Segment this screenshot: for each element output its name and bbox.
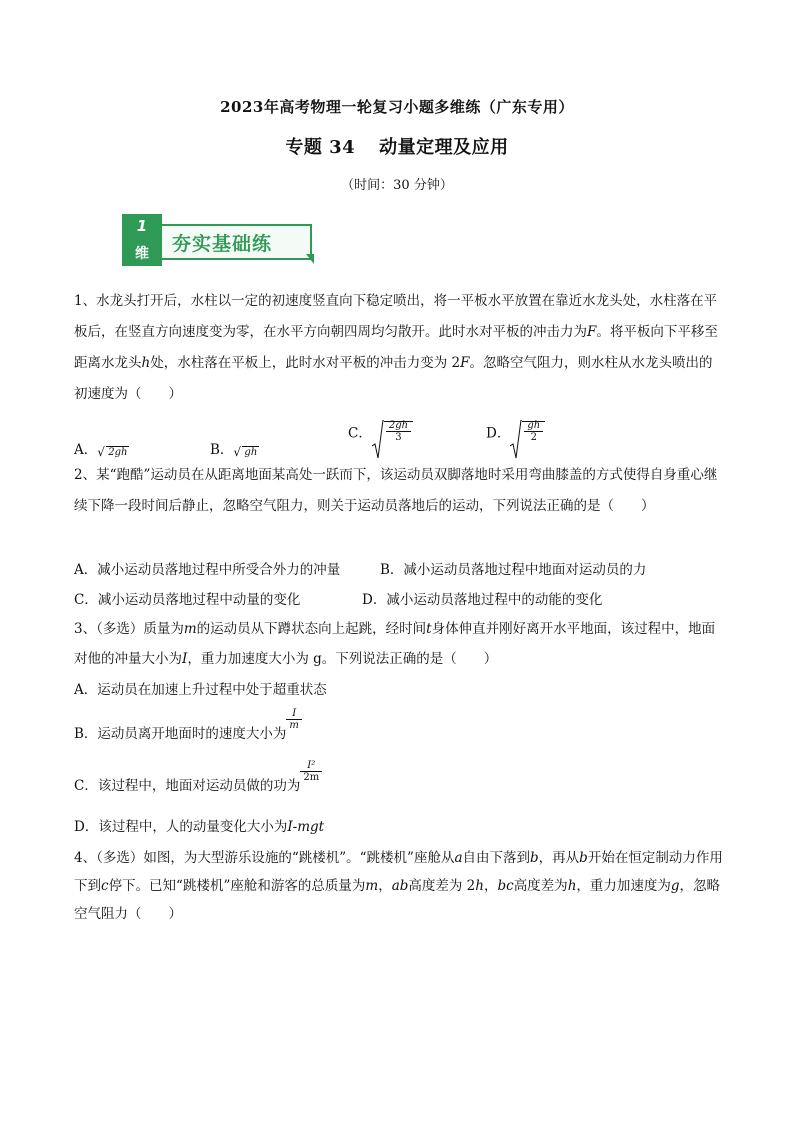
q4-m5: ， xyxy=(378,878,392,894)
question-2: 2、某“跑酷”运动员在从距离地面某高处一跃而下，该运动员双脚落地时采用弯曲膝盖的方式使得自身重心继续下降一段时间后静止，忽略空气阻力，则关于运动员落地后的运动，下列说法正确的是（ ） xyxy=(74,467,718,514)
q4-var-a: a xyxy=(454,850,463,866)
document-title: 2023年高考物理一轮复习小题多维练（广东专用） xyxy=(220,98,574,116)
q1-var-F2: F xyxy=(460,355,470,371)
q4-var-ab: ab xyxy=(391,878,409,894)
q3-option-c[interactable] xyxy=(74,760,322,794)
section-tag xyxy=(122,214,162,266)
sqrt-expression: √ gh xyxy=(233,444,258,459)
q3-var-m: m xyxy=(183,621,197,637)
sqrt-fraction-expression xyxy=(510,420,545,443)
q3-var-I: I xyxy=(182,651,188,667)
sqrt-fraction-expression xyxy=(372,420,413,443)
q4-var-b2: b xyxy=(579,850,588,866)
topic-code: 专题 34 xyxy=(285,137,356,158)
q1-option-d-label: D． xyxy=(486,425,511,442)
section-label-box xyxy=(162,224,312,260)
q1-option-c[interactable] xyxy=(348,420,413,443)
q3-mid3: ，重力加速度大小为 g。下列说法正确的是（ ） xyxy=(187,651,498,667)
q4-var-c: c xyxy=(101,878,109,894)
q1-option-a[interactable] xyxy=(74,438,129,459)
q4-var-m: m xyxy=(365,878,379,894)
fraction xyxy=(286,708,301,731)
q1-text: 1、水龙头打开后，水柱以一定的初速度竖直向下稳定喷出，将一平板水平放置在靠近水龙头处，水柱落在平板后，在竖直方向速度变为零，在水平方向朝四周均匀散开。此时水对平板的冲击力为 xyxy=(74,293,718,340)
fraction xyxy=(300,760,322,783)
q4-var-h2: h xyxy=(567,878,577,894)
q4-pre: 4、（多选）如图，为大型游乐设施的“跳楼机”。“跳楼机”座舱从 xyxy=(74,850,455,866)
q3-option-b-text: B．运动员离开地面时的速度大小为 xyxy=(74,725,287,742)
q1-option-a-radicand: 2gh xyxy=(108,446,128,458)
q1-var-F: F xyxy=(587,324,597,340)
question-1 xyxy=(74,286,724,410)
q3-mid2: 身体伸直并刚好离开水平地面，该过程中，地面对他的冲量大小为 xyxy=(74,621,716,667)
q2-option-c[interactable]: C．减小运动员落地过程中动量的变化 xyxy=(74,592,301,608)
q1-option-d-den: 2 xyxy=(530,432,537,443)
q1-option-b-label: B． xyxy=(210,442,234,458)
q1-option-c-num: 2gh xyxy=(386,420,411,432)
q3-mid1: 的运动员从下蹲状态向上起跳，经时间 xyxy=(196,621,427,637)
q3-option-d-expr: I-mgt xyxy=(287,819,325,835)
q3-pre: 3、（多选）质量为 xyxy=(74,621,184,637)
q3-option-c-den-wrap xyxy=(300,772,322,783)
q1-option-b[interactable] xyxy=(210,438,259,459)
q4-m10: ，忽略空气阻力（ ） xyxy=(74,878,721,922)
section-banner xyxy=(122,214,318,266)
q3-option-a[interactable]: A．运动员在加速上升过程中处于超重状态 xyxy=(74,682,327,698)
q1-option-a-label: A． xyxy=(74,442,98,458)
q4-var-bc: bc xyxy=(497,878,514,894)
question-3 xyxy=(74,614,724,674)
q1-text3: 处，水柱落在平板上，此时水对平板的冲击力变为 2 xyxy=(150,355,461,371)
q1-text2: 。将平板向下平移至距离水龙头 xyxy=(74,324,718,371)
q3-option-c-text: C．该过程中，地面对运动员做的功为 xyxy=(74,777,301,794)
sqrt-expression: √ 2gh xyxy=(97,444,128,459)
q1-option-d-num: gh xyxy=(524,420,543,432)
q3-option-b-num: I xyxy=(286,708,301,720)
q3-option-c-den: 2m xyxy=(303,772,320,783)
q4-m7: ， xyxy=(483,878,498,894)
q1-option-c-den: 3 xyxy=(395,432,402,443)
q1-option-b-radicand: gh xyxy=(244,446,258,458)
q4-m4: 停下。已知“跳楼机”座舱和游客的总质量为 xyxy=(108,878,366,894)
q3-option-d-text: D．该过程中，人的动量变化大小为 xyxy=(74,819,288,835)
q3-option-b-den: m xyxy=(289,720,299,731)
q4-m9: ，重力加速度为 xyxy=(576,878,671,894)
q4-m8: 高度差为 xyxy=(513,878,568,894)
question-4 xyxy=(74,844,724,928)
q3-option-d[interactable] xyxy=(74,815,324,835)
q4-m1: 自由下落到 xyxy=(462,850,531,866)
topic-name: 动量定理及应用 xyxy=(379,137,509,158)
q3-var-t: t xyxy=(426,621,432,637)
banner-corner-icon xyxy=(306,254,314,264)
q4-m3: 开始在恒定制动力作用下到 xyxy=(74,850,723,894)
q2-option-d[interactable]: D．减小运动员落地过程中的动能的变化 xyxy=(362,592,603,608)
q4-var-h1: h xyxy=(475,878,484,894)
q4-var-b: b xyxy=(530,850,539,866)
section-label: 夯实基础练 xyxy=(172,233,273,255)
q2-option-b[interactable]: B．减小运动员落地过程中地面对运动员的力 xyxy=(380,562,647,578)
time-note: （时间：30 分钟） xyxy=(341,178,453,193)
q1-option-c-label: C． xyxy=(348,425,372,442)
q1-text4: 。忽略空气阻力，则水柱从水龙头喷出的初速度为（ ） xyxy=(74,355,713,402)
q4-m2: ，再从 xyxy=(538,850,580,866)
section-suffix: 维 xyxy=(135,246,149,262)
q1-var-h: h xyxy=(141,355,151,371)
q3-option-b[interactable] xyxy=(74,708,302,742)
q1-option-d[interactable] xyxy=(486,420,545,443)
q4-var-g: g xyxy=(670,878,680,894)
section-number: 1 xyxy=(136,217,148,235)
topic-title xyxy=(0,133,794,159)
q4-m6: 高度差为 2 xyxy=(408,878,476,894)
q3-option-c-num: I² xyxy=(300,760,322,772)
q2-option-a[interactable]: A．减小运动员落地过程中所受合外力的冲量 xyxy=(74,562,341,578)
